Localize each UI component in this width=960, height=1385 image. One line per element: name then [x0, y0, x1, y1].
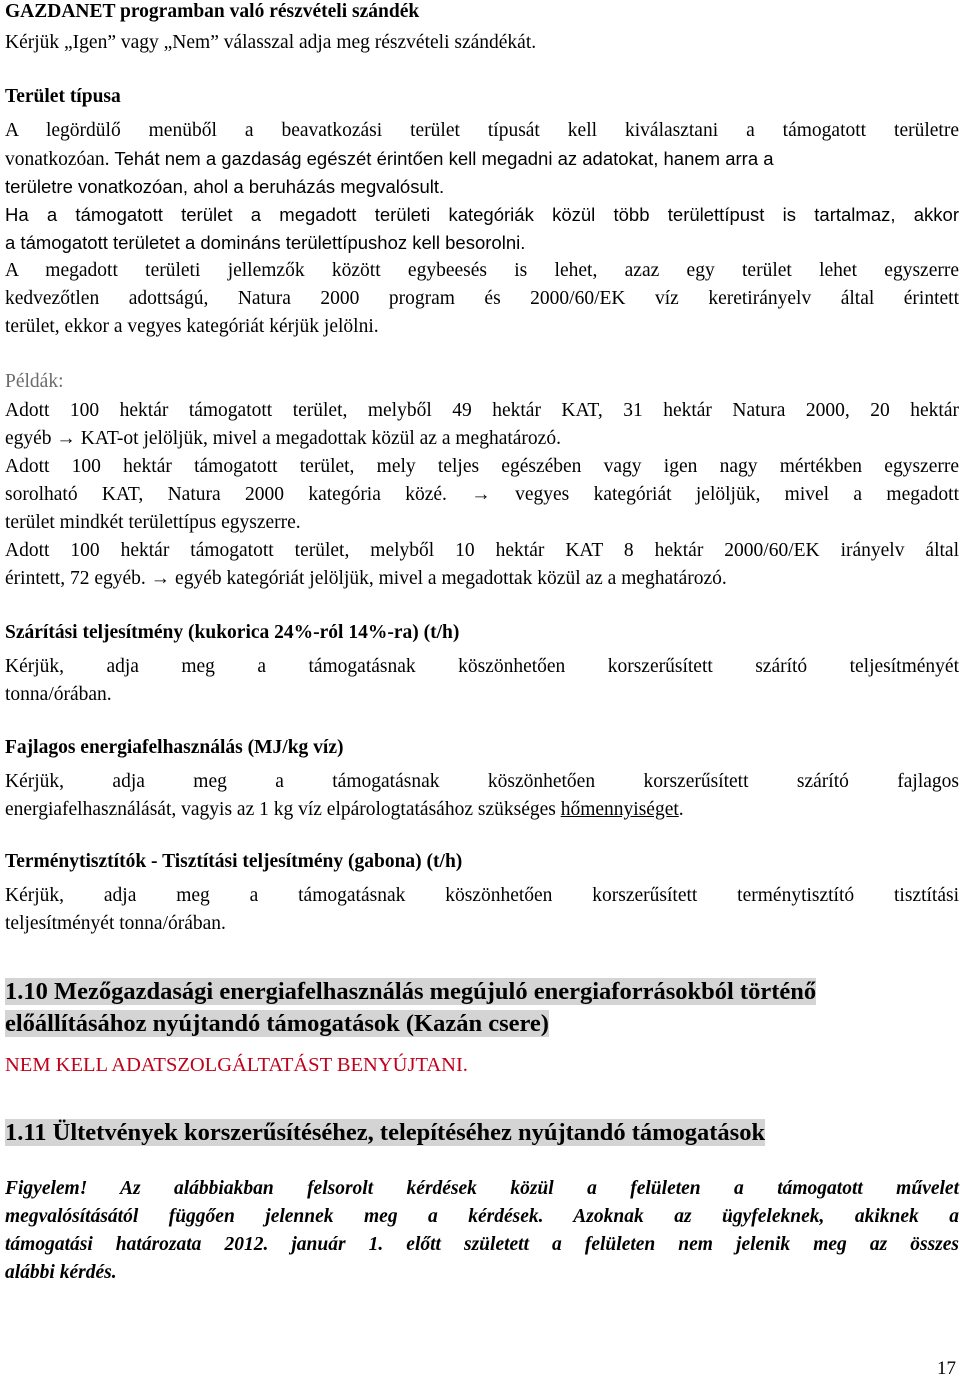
example-line: sorolható KAT, Natura 2000 kategória közé. → vegyes kategóriát jelöljük, mivel a megadott	[5, 484, 959, 505]
heading-1-11: 1.11 Ültetvények korszerűsítéséhez, telepítéséhez nyújtandó támogatások	[5, 1119, 766, 1146]
paragraph-line: kedvezőtlen adottságú, Natura 2000 program és 2000/60/EK víz keretirányelv által érintett	[5, 288, 959, 309]
paragraph-line: Kérjük, adja meg a támogatásnak köszönhetően korszerűsített szárító teljesítményét	[5, 656, 959, 677]
section-title-gazdanet: GAZDANET programban való részvételi szándék	[5, 1, 420, 22]
example-line: Adott 100 hektár támogatott terület, melyből 49 hektár KAT, 31 hektár Natura 2000, 20 hektár	[5, 400, 959, 421]
warning-note-line: alábbi kérdés.	[5, 1262, 117, 1283]
example-line: Adott 100 hektár támogatott terület, melyből 10 hektár KAT 8 hektár 2000/60/EK irányelv által	[5, 540, 959, 561]
heading-1-10-line: előállításához nyújtandó támogatások (Kazán csere)	[5, 1010, 549, 1037]
paragraph-line: A megadott területi jellemzők között egybeesés is lehet, azaz egy terület lehet egyszerre	[5, 260, 959, 281]
gazdanet-instruction: Kérjük „Igen” vagy „Nem” válasszal adja meg részvételi szándékát.	[5, 32, 537, 53]
warning-note-line: támogatási határozata 2012. január 1. előtt született a felületen nem jelenik meg az összes	[5, 1234, 959, 1255]
paragraph-line: teljesítményét tonna/órában.	[5, 913, 226, 934]
paragraph-line: Ha a támogatott terület a megadott területi kategóriák közül több területtípust is tartalmaz, akkor	[5, 204, 959, 225]
section-title-termenytisztitok: Terménytisztítók - Tisztítási teljesítmény (gabona) (t/h)	[5, 851, 463, 872]
heading-1-10-line: 1.10 Mezőgazdasági energiafelhasználás megújuló energiaforrásokból történő	[5, 978, 817, 1005]
paragraph-line: a támogatott területet a domináns területtípushoz kell besorolni.	[5, 232, 526, 253]
section-title-fajlagos: Fajlagos energiafelhasználás (MJ/kg víz)	[5, 737, 344, 758]
page-number: 17	[937, 1358, 956, 1379]
paragraph-line: Kérjük, adja meg a támogatásnak köszönhetően korszerűsített terménytisztító tisztítási	[5, 885, 959, 906]
example-line: terület mindkét területtípus egyszerre.	[5, 512, 301, 533]
warning-note-line: Figyelem! Az alábbiakban felsorolt kérdések közül a felületen a támogatott művelet	[5, 1178, 959, 1199]
paragraph-line: tonna/órában.	[5, 684, 112, 705]
underlined-term: hőmennyiséget	[560, 799, 679, 820]
example-line: Adott 100 hektár támogatott terület, mely teljes egészében vagy igen nagy mértékben egyszerre	[5, 456, 959, 477]
section-title-terulet-tipusa: Terület típusa	[5, 86, 121, 107]
example-line: egyéb → KAT-ot jelöljük, mivel a megadottak közül az a meghatározó.	[5, 428, 561, 449]
examples-label: Példák:	[5, 371, 64, 392]
paragraph-line: terület, ekkor a vegyes kategóriát kérjük jelölni.	[5, 316, 379, 337]
paragraph-line: Kérjük, adja meg a támogatásnak köszönhetően korszerűsített szárító fajlagos	[5, 771, 959, 792]
section-title-szaritasi: Szárítási teljesítmény (kukorica 24%-ról 14%-ra) (t/h)	[5, 622, 460, 643]
notice-no-submission: NEM KELL ADATSZOLGÁLTATÁST BENYÚJTANI.	[5, 1054, 468, 1076]
warning-note-line: megvalósításától függően jelennek meg a kérdések. Azoknak az ügyfeleknek, akiknek a	[5, 1206, 959, 1227]
paragraph-line: vonatkozóan. Tehát nem a gazdaság egészét érintően kell megadni az adatokat, hanem arra a	[5, 148, 774, 170]
paragraph-line: területre vonatkozóan, ahol a beruházás megvalósult.	[5, 176, 445, 197]
paragraph-line: A legördülő menüből a beavatkozási terület típusát kell kiválasztani a támogatott területre	[5, 120, 959, 141]
example-line: érintett, 72 egyéb. → egyéb kategóriát jelöljük, mivel a megadottak közül az a meghatározó.	[5, 568, 727, 589]
paragraph-line: energiafelhasználását, vagyis az 1 kg víz elpárologtatásához szükséges hőmennyiséget.	[5, 799, 684, 820]
